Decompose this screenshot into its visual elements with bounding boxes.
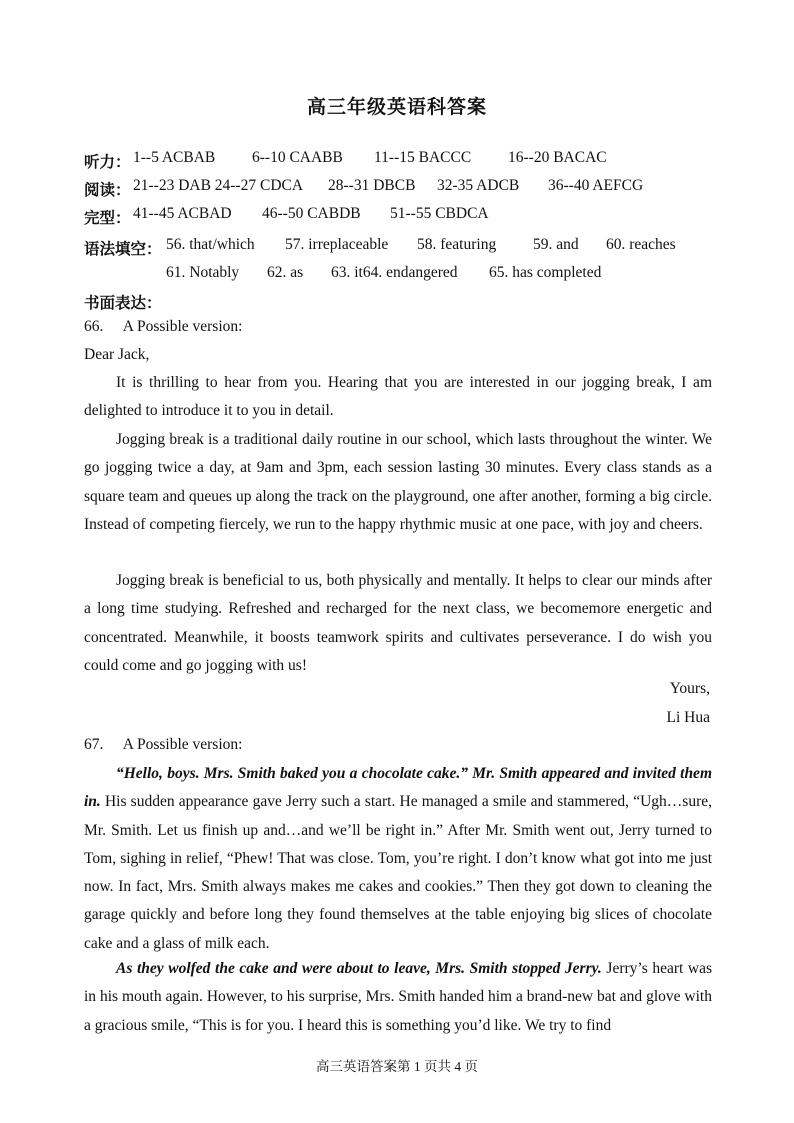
- reading-label: 阅读：: [84, 181, 131, 199]
- reading-group: 28--31 DBCB: [328, 177, 416, 194]
- grammar-answer: 56. that/which: [166, 236, 255, 253]
- page-title: 高三年级英语科答案: [306, 97, 487, 118]
- listening-label: 听力：: [84, 153, 131, 171]
- writing-label: 书面表达：: [84, 294, 162, 312]
- listening-group: 11--15 BACCC: [374, 149, 472, 166]
- q66-paragraph-2: Jogging break is a traditional daily routine in our school, which lasts throughout the winter. We go jogging twice a day, at 9am and 3pm, each session lasting 30 minutes. Every class stands as a square team and queues up along the track on the playground, one after another, forming a big circle. Instead of competing fiercely, we run to the happy rhythmic music at one pace, with joy and cheers.: [84, 431, 712, 533]
- q66-paragraph-1: It is thrilling to hear from you. Hearing that you are interested in our jogging break, I am delighted to introduce it to you in detail.: [84, 374, 712, 420]
- q67-paragraph-1-body: His sudden appearance gave Jerry such a start. He managed a smile and stammered, “Ugh…sure, Mr. Smith. Let us finish up and…and we’ll be right in.” After Mr. Smith went out, Jerry turned to Tom, sighing in relief, “Phew! That was close. Tom, you’re right. I don’t know what got into me just now. In fact, Mrs. Smith always makes me cakes and cookies.” Then they got down to cleaning the garage quickly and before long they found themselves at the table enjoying big slices of chocolate cake and a glass of milk each.: [84, 793, 712, 952]
- listening-group: 16--20 BACAC: [508, 149, 607, 166]
- listening-group: 1--5 ACBAB: [133, 149, 216, 166]
- q66-paragraph-3: Jogging break is beneficial to us, both physically and mentally. It helps to clear our minds after a long time studying. Refreshed and recharged for the next class, we becomemore energetic and concentrated. Meanwhile, it boosts teamwork spirits and cultivates perseverance. I do wish you could come and go jogging with us!: [84, 572, 712, 674]
- q66-heading: 66. A Possible version:: [84, 318, 243, 335]
- grammar-answer: 61. Notably: [166, 264, 240, 281]
- q66-signature: Li Hua: [666, 709, 710, 726]
- grammar-answer: 58. featuring: [417, 236, 497, 253]
- grammar-label: 语法填空：: [84, 240, 162, 258]
- cloze-group: 46--50 CABDB: [262, 205, 361, 222]
- grammar-answer: 57. irreplaceable: [285, 236, 389, 253]
- q66-salutation: Dear Jack,: [84, 346, 150, 363]
- listening-group: 6--10 CAABB: [252, 149, 343, 166]
- grammar-answer: 60. reaches: [606, 236, 676, 253]
- grammar-answer: 63. it64. endangered: [331, 264, 458, 281]
- q67-paragraph-1: [84, 760, 712, 958]
- grammar-answer: 65. has completed: [489, 264, 602, 281]
- cloze-group: 41--45 ACBAD: [133, 205, 232, 222]
- reading-group: 36--40 AEFCG: [548, 177, 644, 194]
- grammar-answer: 62. as: [267, 264, 304, 281]
- q67-paragraph-1-lead: “Hello, boys. Mrs. Smith baked you a chocolate cake.” Mr. Smith appeared and invited them in.: [84, 765, 712, 811]
- reading-group: 21--23 DAB 24--27 CDCA: [133, 177, 304, 194]
- reading-group: 32-35 ADCB: [437, 177, 520, 194]
- cloze-label: 完型：: [84, 209, 131, 227]
- q67-paragraph-2-lead: As they wolfed the cake and were about to leave, Mrs. Smith stopped Jerry.: [116, 960, 602, 977]
- q67-paragraph-2: [84, 955, 712, 1040]
- page-footer: 高三英语答案第 1 页共 4 页: [316, 1059, 478, 1074]
- grammar-answer: 59. and: [533, 236, 579, 253]
- cloze-group: 51--55 CBDCA: [390, 205, 489, 222]
- q67-heading: 67. A Possible version:: [84, 736, 243, 753]
- q66-closing: Yours,: [669, 680, 710, 697]
- q67-paragraph-2-body: Jerry’s heart was in his mouth again. However, to his surprise, Mrs. Smith handed him a brand-new bat and glove with a gracious smile, “This is for you. I heard this is something you’d like. We try to find: [84, 960, 712, 1034]
